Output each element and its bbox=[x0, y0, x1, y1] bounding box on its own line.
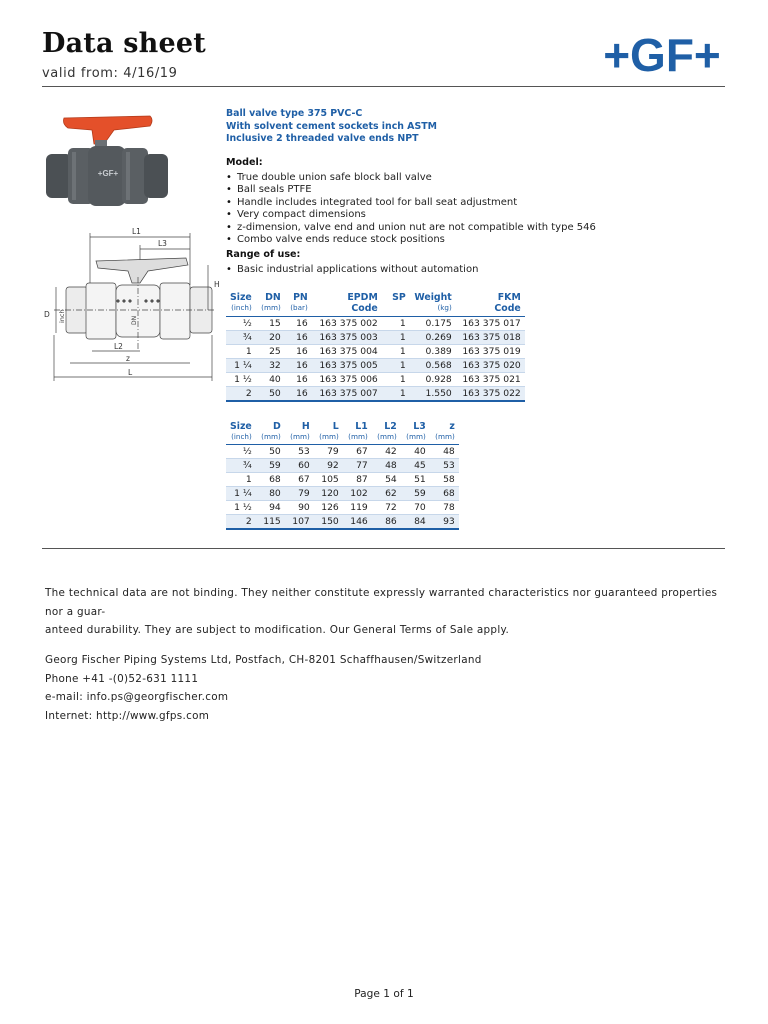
cell-size: 2 bbox=[226, 515, 256, 529]
list-item: • Combo valve ends reduce stock positions bbox=[226, 234, 596, 246]
cell-pn: 16 bbox=[285, 387, 312, 401]
col-unit-size: (inch) bbox=[231, 303, 252, 312]
col-header-epdm-code: Code bbox=[351, 303, 378, 314]
col-unit: (mm) bbox=[377, 432, 397, 441]
cell-l: 105 bbox=[314, 472, 343, 486]
valid-from-date: valid from: 4/16/19 bbox=[42, 66, 178, 81]
cell-l2: 62 bbox=[372, 487, 401, 501]
cell-epdm-code: 163 375 005 bbox=[312, 359, 382, 373]
range-of-use-label: Range of use: bbox=[226, 249, 301, 260]
dim-label-z: z bbox=[126, 354, 130, 363]
cell-l3: 40 bbox=[401, 444, 430, 458]
col-unit-dn: (mm) bbox=[261, 303, 281, 312]
cell-size: 2 bbox=[226, 387, 256, 401]
cell-size: ½ bbox=[226, 316, 256, 330]
dim-label-l2: L2 bbox=[114, 342, 123, 351]
cell-l1: 67 bbox=[343, 444, 372, 458]
disclaimer bbox=[45, 584, 725, 640]
phone-number: Phone +41 -(0)52-631 1111 bbox=[45, 672, 199, 685]
cell-z: 58 bbox=[430, 472, 459, 486]
cell-fkm-code: 163 375 022 bbox=[456, 387, 525, 401]
cell-size: ¾ bbox=[226, 458, 256, 472]
cell-h: 53 bbox=[285, 444, 314, 458]
cell-fkm-code: 163 375 019 bbox=[456, 344, 525, 358]
cell-dn: 25 bbox=[256, 344, 285, 358]
cell-size: ½ bbox=[226, 444, 256, 458]
cell-l: 79 bbox=[314, 444, 343, 458]
cell-l1: 102 bbox=[343, 487, 372, 501]
table-row bbox=[226, 472, 459, 486]
list-item: • Very compact dimensions bbox=[226, 209, 596, 221]
cell-d: 68 bbox=[256, 472, 285, 486]
cell-sp: 1 bbox=[382, 330, 410, 344]
dim-label-d: D bbox=[44, 310, 50, 319]
dim-label-dn: DN bbox=[131, 315, 138, 325]
cell-l2: 42 bbox=[372, 444, 401, 458]
cell-l3: 84 bbox=[401, 515, 430, 529]
table-row bbox=[226, 515, 459, 529]
list-item: • Handle includes integrated tool for ball seat adjustment bbox=[226, 197, 596, 209]
cell-epdm-code: 163 375 003 bbox=[312, 330, 382, 344]
cell-d: 115 bbox=[256, 515, 285, 529]
cell-h: 79 bbox=[285, 487, 314, 501]
col-header-size: Size bbox=[230, 421, 252, 432]
cell-z: 78 bbox=[430, 501, 459, 515]
cell-z: 53 bbox=[430, 458, 459, 472]
cell-dn: 32 bbox=[256, 359, 285, 373]
cell-l1: 119 bbox=[343, 501, 372, 515]
table-row bbox=[226, 487, 459, 501]
cell-weight: 0.928 bbox=[410, 373, 456, 387]
page-number: Page 1 of 1 bbox=[354, 988, 414, 1000]
cell-l1: 77 bbox=[343, 458, 372, 472]
valve-body-label: +GF+ bbox=[97, 169, 119, 178]
col-header-size: Size bbox=[230, 292, 252, 303]
cell-d: 59 bbox=[256, 458, 285, 472]
col-unit: (mm) bbox=[348, 432, 368, 441]
gf-logo bbox=[594, 34, 730, 76]
dimensions-body bbox=[226, 444, 459, 529]
disclaimer-line: anteed durability. They are subject to modification. Our General Terms of Sale apply. bbox=[45, 624, 510, 637]
table-row bbox=[226, 501, 459, 515]
col-header-l3: L3 bbox=[413, 421, 426, 432]
col-unit-sp bbox=[382, 303, 410, 316]
cell-size: 1 ¼ bbox=[226, 487, 256, 501]
cell-fkm-code: 163 375 020 bbox=[456, 359, 525, 373]
col-header-fkm: FKM bbox=[497, 292, 521, 303]
cell-dn: 40 bbox=[256, 373, 285, 387]
cell-size: 1 ½ bbox=[226, 373, 256, 387]
range-of-use-list bbox=[226, 264, 478, 276]
list-item: • Ball seals PTFE bbox=[226, 184, 596, 196]
cell-sp: 1 bbox=[382, 359, 410, 373]
list-item: • z-dimension, valve end and union nut are not compatible with type 546 bbox=[226, 222, 596, 234]
col-unit: (mm) bbox=[319, 432, 339, 441]
cell-size: 1 bbox=[226, 472, 256, 486]
col-header-z: z bbox=[449, 421, 455, 432]
website-link[interactable]: Internet: http://www.gfps.com bbox=[45, 709, 210, 722]
cell-d: 80 bbox=[256, 487, 285, 501]
model-label: Model: bbox=[226, 157, 263, 168]
cell-l1: 87 bbox=[343, 472, 372, 486]
col-unit-pn: (bar) bbox=[290, 303, 308, 312]
cell-l3: 51 bbox=[401, 472, 430, 486]
cell-size: 1 ¼ bbox=[226, 359, 256, 373]
col-header-sp: SP bbox=[392, 292, 406, 303]
cell-fkm-code: 163 375 021 bbox=[456, 373, 525, 387]
cell-weight: 0.175 bbox=[410, 316, 456, 330]
col-header-fkm-code: Code bbox=[494, 303, 521, 314]
list-item: • Basic industrial applications without automation bbox=[226, 264, 478, 276]
cell-pn: 16 bbox=[285, 330, 312, 344]
cell-l: 126 bbox=[314, 501, 343, 515]
cell-weight: 0.389 bbox=[410, 344, 456, 358]
product-heading bbox=[226, 108, 437, 146]
table-row bbox=[226, 444, 459, 458]
cell-l3: 70 bbox=[401, 501, 430, 515]
col-unit: (inch) bbox=[231, 432, 252, 441]
contact-block bbox=[45, 651, 725, 725]
order-codes-body bbox=[226, 316, 525, 401]
cell-pn: 16 bbox=[285, 344, 312, 358]
cell-h: 107 bbox=[285, 515, 314, 529]
ball-valve-photo bbox=[42, 110, 210, 220]
col-header-d: D bbox=[272, 421, 281, 432]
table-row bbox=[226, 330, 525, 344]
section-divider bbox=[42, 548, 725, 549]
col-header-epdm: EPDM bbox=[347, 292, 378, 303]
product-heading-line: Inclusive 2 threaded valve ends NPT bbox=[226, 133, 419, 145]
col-header-l2: L2 bbox=[384, 421, 397, 432]
gf-logo-text: +GF+ bbox=[603, 34, 721, 76]
col-unit: (mm) bbox=[435, 432, 455, 441]
cell-pn: 16 bbox=[285, 316, 312, 330]
cell-h: 90 bbox=[285, 501, 314, 515]
col-header-h: H bbox=[301, 421, 310, 432]
cell-epdm-code: 163 375 002 bbox=[312, 316, 382, 330]
cell-dn: 20 bbox=[256, 330, 285, 344]
cell-sp: 1 bbox=[382, 387, 410, 401]
model-list bbox=[226, 172, 596, 246]
table-row bbox=[226, 316, 525, 330]
cell-weight: 0.568 bbox=[410, 359, 456, 373]
product-heading-line: With solvent cement sockets inch ASTM bbox=[226, 120, 437, 132]
col-header-dn: DN bbox=[265, 292, 281, 303]
cell-h: 67 bbox=[285, 472, 314, 486]
cell-dn: 15 bbox=[256, 316, 285, 330]
cell-l1: 146 bbox=[343, 515, 372, 529]
company-address: Georg Fischer Piping Systems Ltd, Postfach, CH-8201 Schaffhausen/Switzerland bbox=[45, 654, 482, 666]
dimensions-table bbox=[226, 419, 459, 530]
cell-l: 150 bbox=[314, 515, 343, 529]
list-item: • True double union safe block ball valve bbox=[226, 172, 596, 184]
cell-epdm-code: 163 375 006 bbox=[312, 373, 382, 387]
col-unit: (mm) bbox=[290, 432, 310, 441]
table-row bbox=[226, 373, 525, 387]
cell-sp: 1 bbox=[382, 373, 410, 387]
cell-dn: 50 bbox=[256, 387, 285, 401]
cell-l3: 59 bbox=[401, 487, 430, 501]
email-address[interactable]: e-mail: info.ps@georgfischer.com bbox=[45, 691, 229, 704]
product-heading-line: Ball valve type 375 PVC-C bbox=[226, 108, 363, 119]
table-row bbox=[226, 387, 525, 401]
cell-size: 1 ½ bbox=[226, 501, 256, 515]
cell-pn: 16 bbox=[285, 359, 312, 373]
cell-size: 1 bbox=[226, 344, 256, 358]
disclaimer-line: The technical data are not binding. They neither constitute expressly warranted characteristics nor guaranteed properties nor a guar- bbox=[45, 587, 718, 618]
cell-l: 120 bbox=[314, 487, 343, 501]
cell-weight: 0.269 bbox=[410, 330, 456, 344]
cell-epdm-code: 163 375 004 bbox=[312, 344, 382, 358]
dim-label-inch: inch bbox=[58, 309, 66, 323]
dim-label-l3: L3 bbox=[158, 239, 167, 248]
cell-z: 48 bbox=[430, 444, 459, 458]
cell-fkm-code: 163 375 017 bbox=[456, 316, 525, 330]
technical-drawing bbox=[40, 225, 220, 390]
cell-l2: 48 bbox=[372, 458, 401, 472]
cell-z: 68 bbox=[430, 487, 459, 501]
cell-pn: 16 bbox=[285, 373, 312, 387]
col-header-pn: PN bbox=[293, 292, 308, 303]
cell-l2: 72 bbox=[372, 501, 401, 515]
cell-l3: 45 bbox=[401, 458, 430, 472]
dim-label-l1: L1 bbox=[132, 227, 141, 236]
col-header-weight: Weight bbox=[414, 292, 452, 303]
col-header-l1: L1 bbox=[355, 421, 368, 432]
col-unit: (mm) bbox=[406, 432, 426, 441]
cell-l2: 54 bbox=[372, 472, 401, 486]
table-row bbox=[226, 359, 525, 373]
col-unit: (mm) bbox=[261, 432, 281, 441]
cell-fkm-code: 163 375 018 bbox=[456, 330, 525, 344]
col-unit-weight: (kg) bbox=[437, 303, 452, 312]
cell-d: 50 bbox=[256, 444, 285, 458]
cell-h: 60 bbox=[285, 458, 314, 472]
cell-weight: 1.550 bbox=[410, 387, 456, 401]
page-title: Data sheet bbox=[42, 28, 206, 59]
cell-d: 94 bbox=[256, 501, 285, 515]
cell-z: 93 bbox=[430, 515, 459, 529]
cell-sp: 1 bbox=[382, 316, 410, 330]
dim-label-h: H bbox=[214, 280, 220, 289]
dim-label-l: L bbox=[128, 368, 133, 377]
cell-l: 92 bbox=[314, 458, 343, 472]
cell-size: ¾ bbox=[226, 330, 256, 344]
cell-l2: 86 bbox=[372, 515, 401, 529]
col-header-l: L bbox=[332, 421, 339, 432]
header-divider bbox=[42, 86, 725, 87]
table-row bbox=[226, 458, 459, 472]
cell-epdm-code: 163 375 007 bbox=[312, 387, 382, 401]
cell-sp: 1 bbox=[382, 344, 410, 358]
table-row bbox=[226, 344, 525, 358]
order-codes-table bbox=[226, 290, 525, 402]
